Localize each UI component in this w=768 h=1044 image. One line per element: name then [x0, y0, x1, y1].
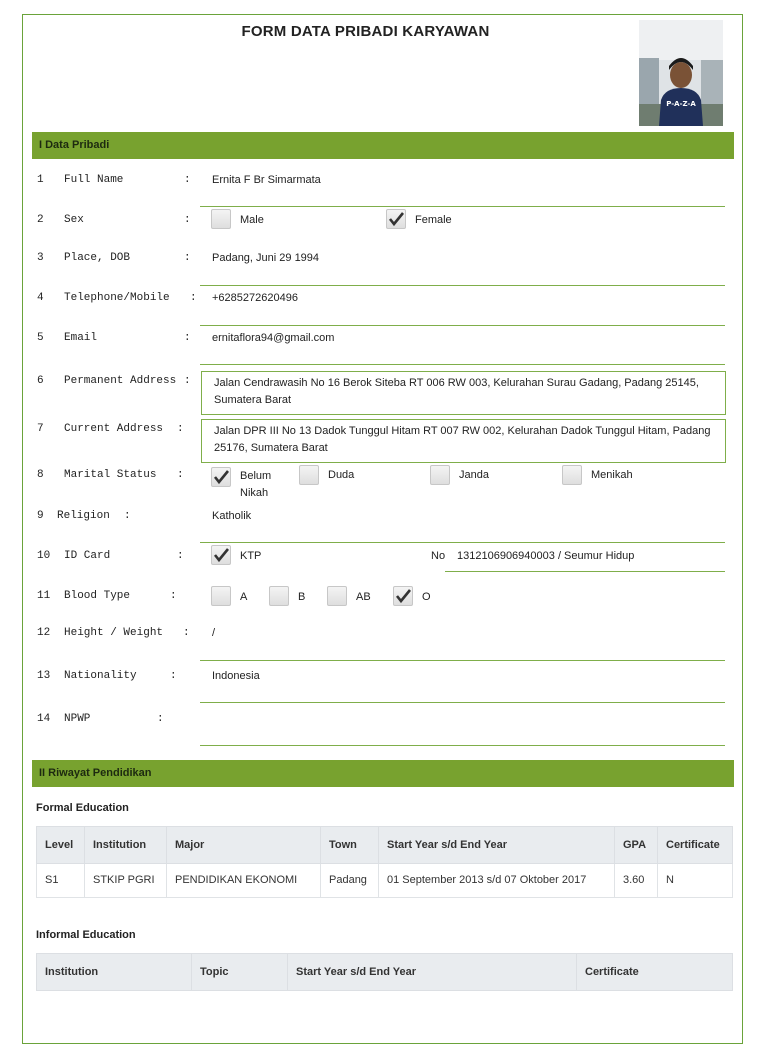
row-number: 11: [37, 590, 51, 602]
blood-ab-checkbox[interactable]: [327, 586, 347, 606]
telephone-value: +6285272620496: [212, 292, 298, 304]
sex-female-label: Female: [415, 214, 452, 226]
blood-o-checkbox[interactable]: [393, 586, 413, 606]
row-number: 13: [37, 670, 51, 682]
marital-janda-checkbox[interactable]: [430, 465, 450, 485]
field-underline: [200, 702, 725, 703]
colon: :: [184, 332, 191, 344]
id-card-ktp-label: KTP: [240, 550, 262, 562]
sex-female-checkbox[interactable]: [386, 209, 406, 229]
colon: :: [170, 590, 177, 602]
column-header: GPA: [615, 827, 658, 864]
current-address-label: Current Address: [64, 423, 164, 435]
id-card-label: ID Card: [64, 550, 111, 562]
section-personal-header: I Data Pribadi: [32, 132, 734, 159]
height-weight-label: Height / Weight: [64, 627, 164, 639]
column-header: Start Year s/d End Year: [288, 954, 577, 991]
table-cell: STKIP PGRI: [85, 864, 167, 898]
column-header: Start Year s/d End Year: [379, 827, 615, 864]
colon: :: [184, 214, 191, 226]
nationality-value: Indonesia: [212, 670, 260, 682]
table-cell: Padang: [321, 864, 379, 898]
npwp-label: NPWP: [64, 713, 91, 725]
row-number: 10: [37, 550, 51, 562]
colon: :: [177, 469, 184, 481]
column-header: Topic: [192, 954, 288, 991]
blood-b-checkbox[interactable]: [269, 586, 289, 606]
field-underline: [200, 660, 725, 661]
id-card-number-value: 1312106906940003 / Seumur Hidup: [457, 550, 635, 562]
marital-menikah-checkbox[interactable]: [562, 465, 582, 485]
colon: :: [190, 292, 197, 304]
religion-value: Katholik: [212, 510, 252, 522]
field-underline: [200, 325, 725, 326]
place-dob-value: Padang, Juni 29 1994: [212, 252, 320, 264]
employee-photo: [639, 20, 723, 126]
column-header: Institution: [37, 954, 192, 991]
id-card-no-label: No: [431, 550, 446, 562]
table-cell: 01 September 2013 s/d 07 Oktober 2017: [379, 864, 615, 898]
colon: :: [177, 423, 184, 435]
formal-education-table: [36, 826, 733, 898]
checkmark-icon: [387, 210, 405, 228]
permanent-address-value: Jalan Cendrawasih No 16 Berok Siteba RT 006 RW 003, Kelurahan Surau Gadang, Padang 25145, Sumatera Barat: [201, 371, 726, 415]
row-number: 9: [37, 510, 44, 522]
section-education-header: II Riwayat Pendidikan: [32, 760, 734, 787]
nationality-label: Nationality: [64, 670, 137, 682]
blood-type-label: Blood Type: [64, 590, 131, 602]
blood-b-label: B: [298, 591, 306, 603]
table-cell: N: [658, 864, 733, 898]
field-underline: [200, 542, 725, 543]
column-header: Institution: [85, 827, 167, 864]
marital-janda-label: Janda: [459, 469, 489, 481]
colon: :: [124, 510, 131, 522]
colon: :: [183, 627, 190, 639]
field-underline: [200, 364, 725, 365]
email-value: ernitaflora94@gmail.com: [212, 332, 335, 344]
row-number: 14: [37, 713, 51, 725]
field-underline: [200, 745, 725, 746]
blood-a-checkbox[interactable]: [211, 586, 231, 606]
sex-male-label: Male: [240, 214, 264, 226]
form-title: FORM DATA PRIBADI KARYAWAN: [241, 23, 490, 40]
column-header: Major: [167, 827, 321, 864]
colon: :: [177, 550, 184, 562]
informal-education-heading: Informal Education: [36, 929, 136, 941]
row-number: 2: [37, 214, 44, 226]
row-number: 12: [37, 627, 51, 639]
checkmark-icon: [212, 546, 230, 564]
blood-a-label: A: [240, 591, 248, 603]
checkmark-icon: [212, 468, 230, 486]
permanent-address-label: Permanent Address: [64, 375, 177, 387]
marital-duda-label: Duda: [328, 469, 355, 481]
row-number: 1: [37, 174, 44, 186]
colon: :: [184, 375, 191, 387]
place-dob-label: Place, DOB: [64, 252, 131, 264]
column-header: Certificate: [577, 954, 733, 991]
height-weight-value: /: [212, 627, 216, 639]
marital-menikah-label: Menikah: [591, 469, 633, 481]
field-underline: [200, 206, 725, 207]
marital-belum-nikah-label: Belum Nikah: [240, 470, 272, 499]
blood-ab-label: AB: [356, 591, 371, 603]
current-address-value: Jalan DPR III No 13 Dadok Tunggul Hitam RT 007 RW 002, Kelurahan Dadok Tunggul Hitam, Padang 25176, Sumatera Barat: [201, 419, 726, 463]
row-number: 7: [37, 423, 44, 435]
formal-education-heading: Formal Education: [36, 802, 129, 814]
informal-education-table: [36, 953, 733, 991]
svg-text:P-A-Z-A: P-A-Z-A: [666, 100, 696, 108]
telephone-label: Telephone/Mobile: [64, 292, 170, 304]
colon: :: [184, 174, 191, 186]
table-row: [37, 864, 733, 898]
table-cell: 3.60: [615, 864, 658, 898]
marital-status-label: Marital Status: [64, 469, 157, 481]
colon: :: [184, 252, 191, 264]
column-header: Town: [321, 827, 379, 864]
colon: :: [157, 713, 164, 725]
marital-duda-checkbox[interactable]: [299, 465, 319, 485]
religion-label: Religion: [57, 510, 110, 522]
sex-male-checkbox[interactable]: [211, 209, 231, 229]
email-label: Email: [64, 332, 98, 344]
sex-label: Sex: [64, 214, 84, 226]
column-header: Certificate: [658, 827, 733, 864]
full-name-label: Full Name: [64, 174, 124, 186]
id-card-ktp-checkbox[interactable]: [211, 545, 231, 565]
row-number: 3: [37, 252, 44, 264]
row-number: 4: [37, 292, 44, 304]
field-underline: [445, 571, 725, 572]
row-number: 8: [37, 469, 44, 481]
blood-o-label: O: [422, 591, 431, 603]
table-cell: PENDIDIKAN EKONOMI: [167, 864, 321, 898]
row-number: 6: [37, 375, 44, 387]
field-underline: [200, 285, 725, 286]
marital-belum-nikah-checkbox[interactable]: [211, 467, 231, 487]
row-number: 5: [37, 332, 44, 344]
column-header: Level: [37, 827, 85, 864]
checkmark-icon: [394, 587, 412, 605]
full-name-value: Ernita F Br Simarmata: [212, 174, 321, 186]
colon: :: [170, 670, 177, 682]
table-cell: S1: [37, 864, 85, 898]
